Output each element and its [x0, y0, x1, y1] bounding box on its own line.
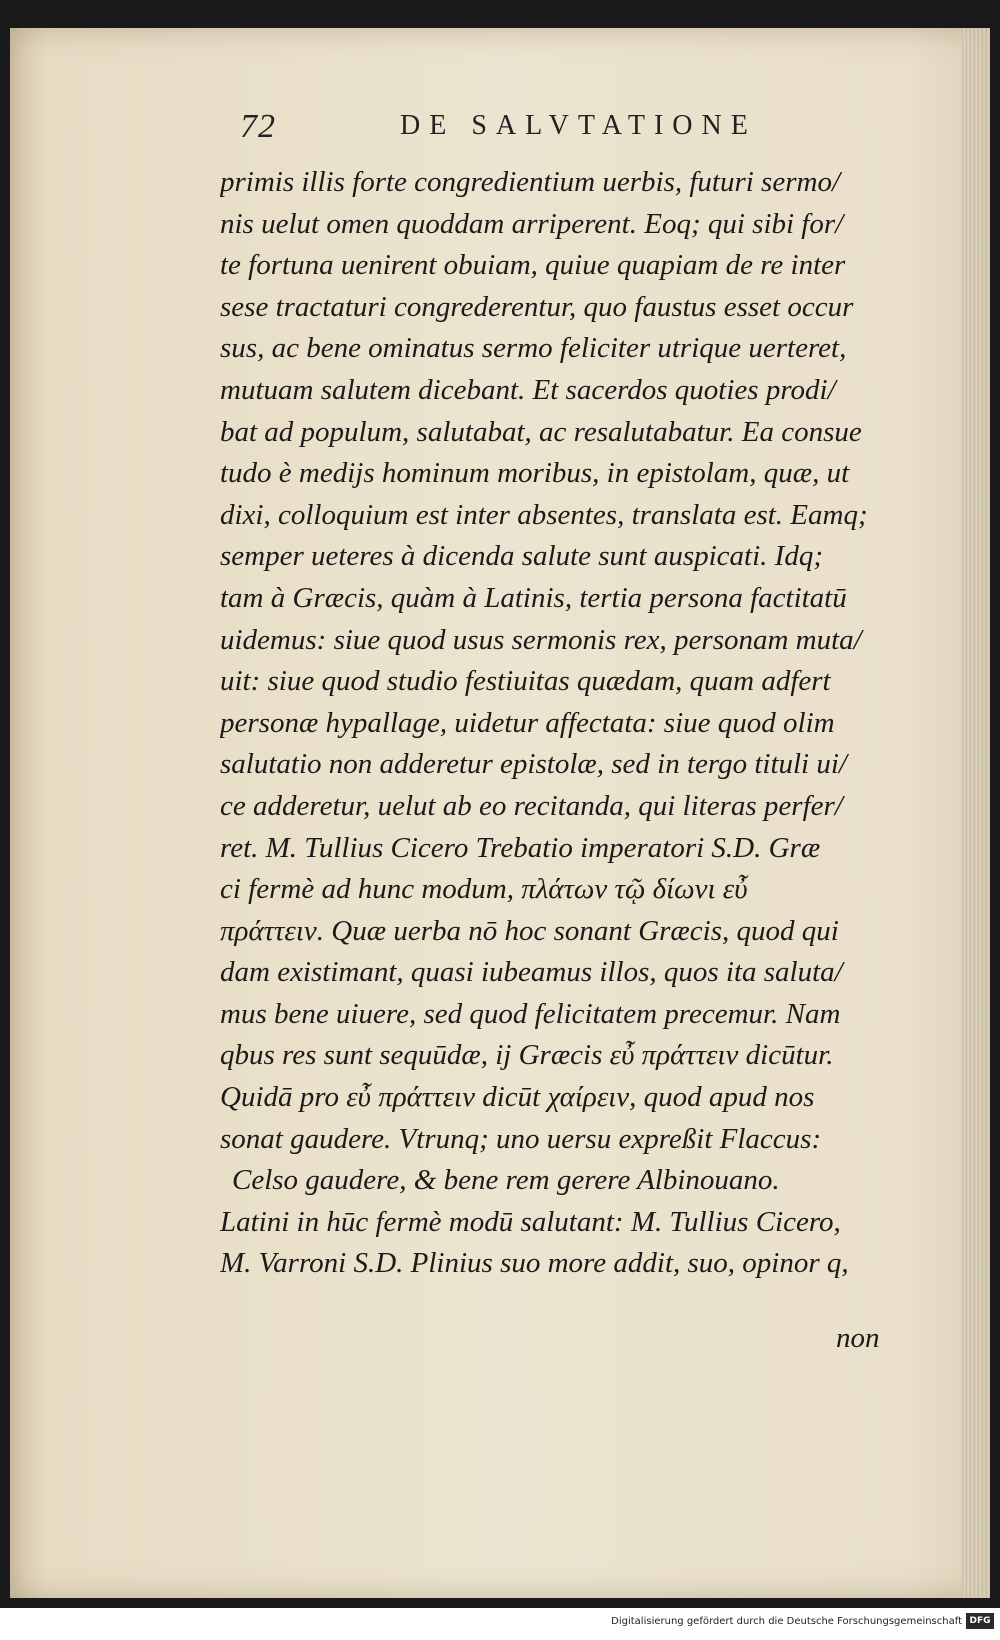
footer-bar: [0, 1608, 1000, 1640]
text-line: ce adderetur, uelut ab eo recitanda, qui literas perfer/: [220, 789, 843, 822]
text-line: mus bene uiuere, sed quod felicitatem precemur. Nam: [220, 997, 841, 1030]
text-line: dixi, colloquium est inter absentes, translata est. Eamq;: [220, 498, 868, 531]
dfg-logo: DFG: [966, 1613, 994, 1629]
text-line: salutatio non adderetur epistolæ, sed in tergo tituli ui/: [220, 748, 847, 781]
text-line: ci fermè ad hunc modum, πλάτων τῷ δίωνι εὖ: [220, 873, 748, 906]
text-line: mutuam salutem dicebant. Et sacerdos quoties prodi/: [220, 373, 836, 406]
page-header: [240, 108, 820, 158]
text-line: te fortuna uenirent obuiam, quiue quapiam de re inter: [220, 249, 846, 282]
text-line: semper ueteres à dicenda salute sunt auspicati. Idq;: [220, 540, 823, 573]
text-line: uidemus: siue quod usus sermonis rex, personam muta/: [220, 623, 862, 656]
text-line: sus, ac bene ominatus sermo feliciter utrique uerteret,: [220, 332, 847, 365]
text-line: Latini in hūc fermè modū salutant: M. Tullius Cicero,: [220, 1205, 841, 1238]
text-line: bat ad populum, salutabat, ac resalutabatur. Ea consue: [220, 415, 862, 448]
text-line: πράττειν. Quæ uerba nō hoc sonant Græcis, quod qui: [220, 914, 839, 947]
text-line: personæ hypallage, uidetur affectata: siue quod olim: [220, 706, 835, 739]
text-line: tam à Græcis, quàm à Latinis, tertia persona factitatū: [220, 581, 847, 614]
funding-credit: Digitalisierung gefördert durch die Deutsche Forschungsgemeinschaft: [611, 1616, 962, 1627]
catchword: non: [836, 1322, 880, 1354]
text-line: uit: siue quod studio festiuitas quædam, quam adfert: [220, 665, 831, 698]
page-fore-edge: [962, 28, 990, 1598]
running-head: DE SALVTATIONE: [400, 110, 757, 141]
text-line: M. Varroni S.D. Plinius suo more addit, suo, opinor q,: [220, 1247, 849, 1280]
text-line: nis uelut omen quoddam arriperent. Eoq; qui sibi for/: [220, 207, 844, 240]
text-line: tudo è medijs hominum moribus, in epistolam, quæ, ut: [220, 457, 850, 490]
verse-quotation: Celso gaudere, & bene rem gerere Albinouano.: [232, 1164, 780, 1197]
body-text: [220, 162, 935, 1285]
text-line: Quidā pro εὖ πράττειν dicūt χαίρειν, quod apud nos: [220, 1081, 815, 1114]
text-line: qbus res sunt sequūdæ, ij Græcis εὖ πράττειν dicūtur.: [220, 1039, 834, 1072]
text-line: primis illis forte congredientium uerbis, futuri sermo/: [220, 166, 841, 198]
text-line: sese tractaturi congrederentur, quo faustus esset occur: [220, 290, 854, 323]
text-line: ret. M. Tullius Cicero Trebatio imperatori S.D. Græ: [220, 831, 821, 864]
text-line: sonat gaudere. Vtrunq; uno uersu expreßit Flaccus:: [220, 1122, 822, 1155]
folio-number: 72: [240, 108, 276, 145]
text-line: dam existimant, quasi iubeamus illos, quos ita saluta/: [220, 956, 843, 989]
